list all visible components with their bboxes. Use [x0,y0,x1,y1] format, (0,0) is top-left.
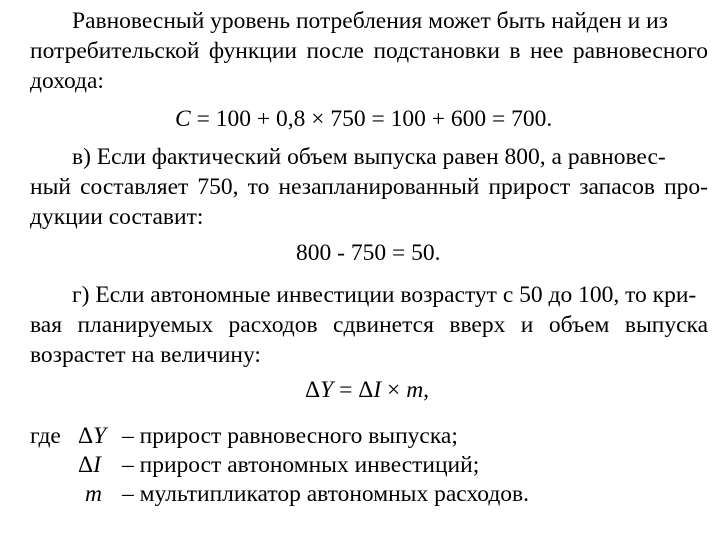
paragraph-line: вая планируемых расходов сдвинется вверх и объем выпуска [30,312,708,338]
times-sign: × [381,377,407,403]
equation-variable: C [175,106,191,132]
paragraph-line: дукции составит: [30,204,204,230]
where-label: где [30,423,61,449]
paragraph-line: г) Если автономные инвестиции возрастут с 50 до 100, то кри- [72,282,697,308]
paragraph-line: Равновесный уровень потребления может быть найден и из [72,8,668,34]
equation-y: Y [320,377,334,403]
equation-i: I [373,377,382,403]
paragraph-line: в) Если фактический объем выпуска равен 800, а равновес- [72,144,666,170]
definition-symbol: m [85,481,102,507]
equation-comma: , [423,377,430,403]
definition-text: – прирост равновесного выпуска; [122,423,458,449]
equation-expression: = 100 + 0,8 × 750 = 100 + 600 = 700. [190,106,553,132]
equals-sign: = [333,377,359,403]
equation-consumption [175,104,552,134]
definition-text: – мультипликатор автономных расходов. [122,481,530,507]
definition-text: – прирост автономных инвестиций; [122,452,480,478]
paragraph-line: потребительской функции после подстановки в нее равновесного [30,38,708,64]
equation-multiplier [305,375,429,405]
definition-symbol: ΔI [78,452,101,478]
delta-symbol: Δ [305,377,321,403]
equation-inventory: 800 - 750 = 50. [296,240,441,266]
delta-symbol: Δ [358,377,374,403]
paragraph-line: ный составляет 750, то незапланированный прирост запасов про- [30,174,708,200]
paragraph-line: дохода: [30,68,104,94]
definition-symbol: ΔY [78,423,107,449]
paragraph-line: возрастет на величину: [30,342,261,368]
equation-m: m [406,377,424,403]
